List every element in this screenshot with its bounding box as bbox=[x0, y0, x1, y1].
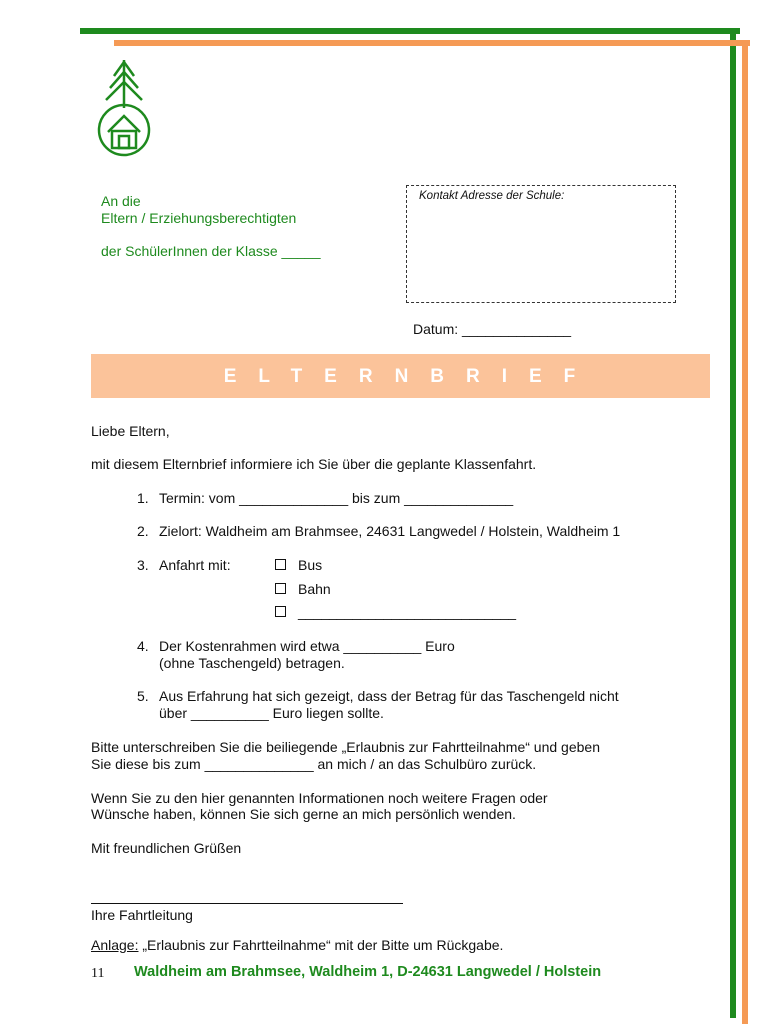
option-bus-label: Bus bbox=[298, 557, 323, 573]
school-contact-box bbox=[406, 185, 676, 303]
checkbox-other[interactable] bbox=[275, 606, 286, 617]
checkbox-bahn[interactable] bbox=[275, 583, 286, 594]
item-4-number: 4. bbox=[137, 638, 149, 654]
closing: Mit freundlichen Grüßen bbox=[91, 840, 242, 856]
recipient-line-2: Eltern / Erziehungsberechtigten bbox=[101, 210, 297, 226]
option-bahn-label: Bahn bbox=[298, 581, 331, 597]
item-5-line-2: über __________ Euro liegen sollte. bbox=[159, 705, 384, 721]
option-bus[interactable] bbox=[275, 557, 322, 573]
item-1-text: Termin: vom ______________ bis zum ______________ bbox=[159, 490, 514, 506]
checkbox-bus[interactable] bbox=[275, 559, 286, 570]
contact-box-label: Kontakt Adresse der Schule: bbox=[419, 190, 565, 202]
banner-title: ELTERNBRIEF bbox=[223, 366, 598, 387]
attachment-note bbox=[91, 937, 503, 954]
tree-house-logo-icon bbox=[94, 58, 154, 158]
border-top-green bbox=[80, 28, 740, 34]
item-5-line-1: Aus Erfahrung hat sich gezeigt, dass der Betrag für das Taschengeld nicht bbox=[159, 688, 619, 704]
item-4-line-1: Der Kostenrahmen wird etwa __________ Euro bbox=[159, 638, 455, 654]
item-4-line-2: (ohne Taschengeld) betragen. bbox=[159, 655, 345, 671]
greeting: Liebe Eltern, bbox=[91, 423, 170, 439]
questions-paragraph-line-2: Wünsche haben, können Sie sich gerne an mich persönlich wenden. bbox=[91, 806, 516, 822]
option-bahn[interactable] bbox=[275, 581, 331, 597]
footer-address: Waldheim am Brahmsee, Waldheim 1, D-24631 Langwedel / Holstein bbox=[134, 964, 602, 980]
recipient-line-1: An die bbox=[101, 193, 141, 209]
item-2-number: 2. bbox=[137, 523, 149, 539]
item-5-number: 5. bbox=[137, 688, 149, 704]
questions-paragraph-line-1: Wenn Sie zu den hier genannten Informationen noch weitere Fragen oder bbox=[91, 790, 548, 806]
title-banner bbox=[91, 354, 710, 398]
attachment-label: Anlage: bbox=[91, 937, 139, 953]
border-right-orange bbox=[742, 40, 748, 1024]
attachment-text: „Erlaubnis zur Fahrtteilnahme“ mit der Bitte um Rückgabe. bbox=[138, 937, 504, 953]
date-field: Datum: ______________ bbox=[413, 321, 572, 337]
option-other-label: ____________________________ bbox=[298, 604, 517, 620]
recipient-class-line: der SchülerInnen der Klasse _____ bbox=[101, 243, 321, 259]
sign-paragraph-line-2: Sie diese bis zum ______________ an mich / an das Schulbüro zurück. bbox=[91, 756, 537, 772]
item-2-text: Zielort: Waldheim am Brahmsee, 24631 Langwedel / Holstein, Waldheim 1 bbox=[159, 523, 621, 539]
border-top-orange bbox=[114, 40, 750, 46]
signature-line bbox=[91, 903, 403, 904]
item-1-number: 1. bbox=[137, 490, 149, 506]
page-number: 11 bbox=[91, 966, 105, 981]
border-right-green bbox=[730, 28, 736, 1018]
option-other[interactable] bbox=[275, 604, 516, 620]
signature-label: Ihre Fahrtleitung bbox=[91, 907, 193, 923]
item-3-text: Anfahrt mit: bbox=[159, 557, 231, 573]
intro-paragraph: mit diesem Elternbrief informiere ich Sie über die geplante Klassenfahrt. bbox=[91, 456, 537, 472]
sign-paragraph-line-1: Bitte unterschreiben Sie die beiliegende „Erlaubnis zur Fahrtteilnahme“ und geben bbox=[91, 739, 600, 755]
item-3-number: 3. bbox=[137, 557, 149, 573]
